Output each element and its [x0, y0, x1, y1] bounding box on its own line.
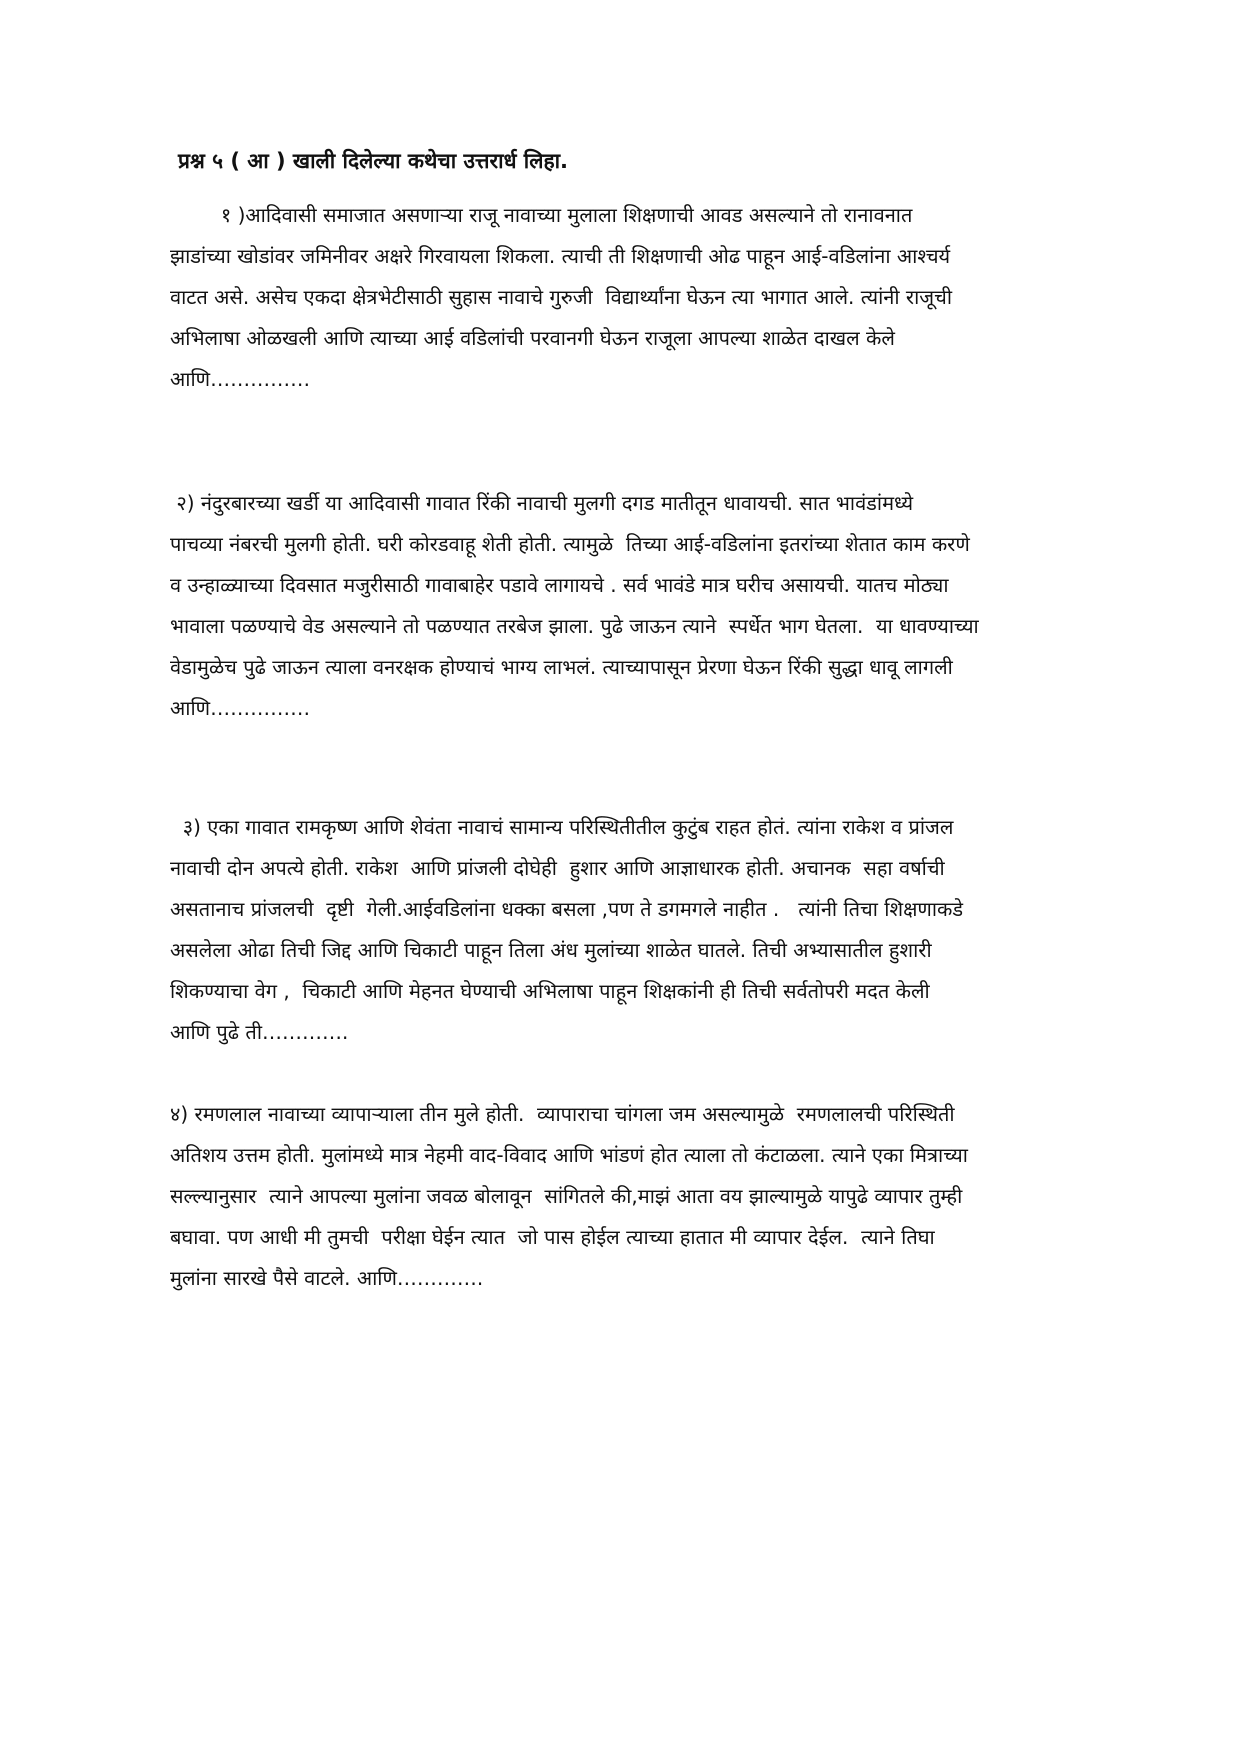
question-heading: प्रश्न ५ ( आ ) खाली दिलेल्या कथेचा उत्तरार्ध लिहा.	[178, 149, 569, 173]
story-line: ३) एका गावात रामकृष्ण आणि शेवंता नावाचं सामान्य परिस्थितीतील कुटुंब राहत होतं. त्यांना राकेश व प्रांजल	[170, 815, 954, 839]
story-paragraph-1	[170, 195, 1155, 400]
story-line: भावाला पळण्याचे वेड असल्याने तो पळण्यात तरबेज झाला. पुढे जाऊन त्याने स्पर्धेत भाग घेतला. या धावण्याच्या	[170, 614, 979, 638]
story-line: मुलांना सारखे पैसे वाटले. आणि………….	[170, 1266, 484, 1290]
story-paragraph-2	[170, 483, 1155, 729]
story-line: आणि पुढे ती………….	[170, 1020, 349, 1044]
story-line: आणि……………	[170, 696, 311, 720]
story-line: आणि……………	[170, 367, 311, 391]
story-line: अतिशय उत्तम होती. मुलांमध्ये मात्र नेहमी वाद-विवाद आणि भांडणं होत त्याला तो कंटाळला. त्याने एका मित्राच्या	[170, 1143, 968, 1167]
story-line: बघावा. पण आधी मी तुमची परीक्षा घेईन त्यात जो पास होईल त्याच्या हातात मी व्यापार देईल. त्याने तिघा	[170, 1225, 935, 1249]
story-line: सल्ल्यानुसार त्याने आपल्या मुलांना जवळ बोलावून सांगितले की,माझं आता वय झाल्यामुळे यापुढे व्यापार तुम्ही	[170, 1184, 963, 1208]
story-line: वेडामुळेच पुढे जाऊन त्याला वनरक्षक होण्याचं भाग्य लाभलं. त्याच्यापासून प्रेरणा घेऊन रिंकी सुद्धा धावू लागली	[170, 655, 953, 679]
story-line: २) नंदुरबारच्या खर्डी या आदिवासी गावात रिंकी नावाची मुलगी दगड मातीतून धावायची. सात भावंडांमध्ये	[170, 491, 914, 515]
story-paragraph-3	[170, 807, 1155, 1053]
story-line: असतानाच प्रांजलची दृष्टी गेली.आईवडिलांना धक्का बसला ,पण ते डगमगले नाहीत . त्यांनी तिचा शिक्षणाकडे	[170, 897, 964, 921]
story-line: झाडांच्या खोडांवर जमिनीवर अक्षरे गिरवायला शिकला. त्याची ती शिक्षणाची ओढ पाहून आई-वडिलांना आश्चर्य	[170, 244, 951, 268]
story-line: १ )आदिवासी समाजात असणाऱ्या राजू नावाच्या मुलाला शिक्षणाची आवड असल्याने तो रानावनात	[170, 203, 913, 227]
story-line: शिकण्याचा वेग , चिकाटी आणि मेहनत घेण्याची अभिलाषा पाहून शिक्षकांनी ही तिची सर्वतोपरी मदत केली	[170, 979, 930, 1003]
story-line: ४) रमणलाल नावाच्या व्यापाऱ्याला तीन मुले होती. व्यापाराचा चांगला जम असल्यामुळे रमणलालची परिस्थिती	[170, 1102, 955, 1126]
story-line: व उन्हाळ्याच्या दिवसात मजुरीसाठी गावाबाहेर पडावे लागायचे . सर्व भावंडे मात्र घरीच असायची. यातच मोठ्या	[170, 573, 949, 597]
story-line: पाचव्या नंबरची मुलगी होती. घरी कोरडवाहू शेती होती. त्यामुळे तिच्या आई-वडिलांना इतरांच्या शेतात काम करणे	[170, 532, 970, 556]
story-line: वाटत असे. असेच एकदा क्षेत्रभेटीसाठी सुहास नावाचे गुरुजी विद्यार्थ्यांना घेऊन त्या भागात आले. त्यांनी राजूची	[170, 285, 953, 309]
story-line: अभिलाषा ओळखली आणि त्याच्या आई वडिलांची परवानगी घेऊन राजूला आपल्या शाळेत दाखल केले	[170, 326, 895, 350]
story-line: नावाची दोन अपत्ये होती. राकेश आणि प्रांजली दोघेही हुशार आणि आज्ञाधारक होती. अचानक सहा वर्षाची	[170, 856, 945, 880]
story-line: असलेला ओढा तिची जिद्द आणि चिकाटी पाहून तिला अंध मुलांच्या शाळेत घातले. तिची अभ्यासातील हुशारी	[170, 938, 932, 962]
story-paragraph-4	[170, 1094, 1155, 1299]
